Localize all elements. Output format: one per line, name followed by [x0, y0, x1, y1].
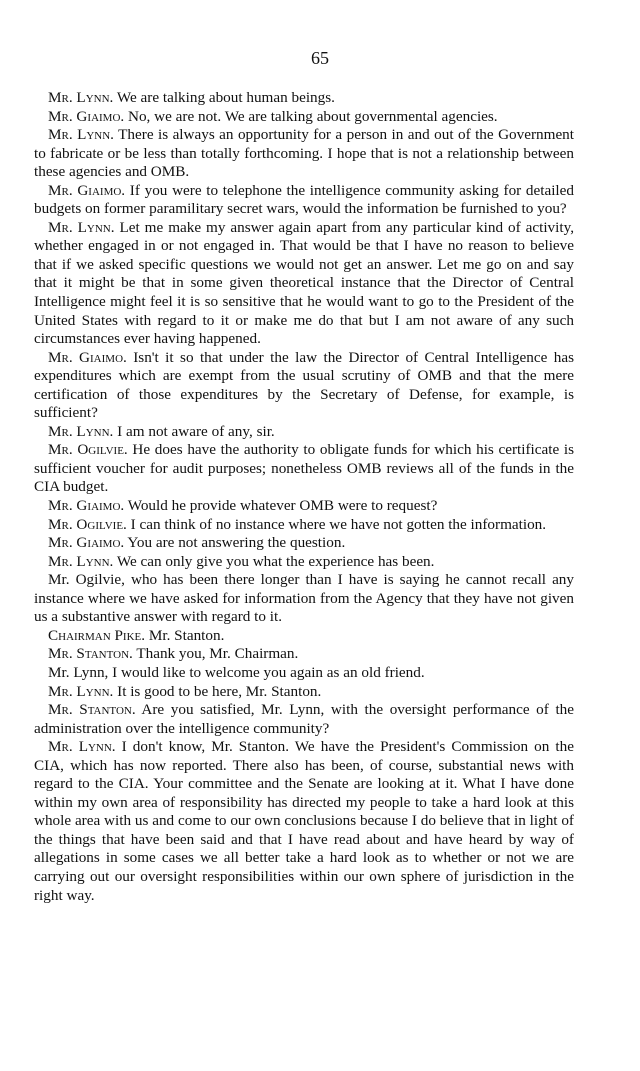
paragraph — [34, 571, 574, 627]
hearing-transcript — [34, 89, 574, 905]
paragraph-text: It is good to be here, Mr. Stanton. — [113, 682, 322, 700]
page-number: 65 — [311, 48, 329, 68]
paragraph-text: I am not aware of any, sir. — [113, 422, 275, 440]
speaker-name: Mr. Lynn. — [48, 422, 114, 440]
paragraph-text: No, we are not. We are talking about governmental agencies. — [124, 107, 498, 125]
paragraph — [34, 516, 574, 535]
paragraph-text: Mr. Ogilvie, who has been there longer than I have is saying he cannot recall any instance where we have asked for information from the Agency that they have not given us a substantive answer with regard to it. — [34, 571, 574, 626]
speaker-name: Mr. Stanton. — [48, 645, 133, 663]
speaker-name: Mr. Lynn. — [48, 738, 116, 756]
paragraph-text: Isn't it so that under the law the Director of Central Intelligence has expenditures which are exempt from the usual scrutiny of OMB and that the mere certification of those expenditures by the Secretary of Defense, for example, is sufficient? — [34, 348, 574, 422]
paragraph — [34, 627, 574, 646]
paragraph — [34, 441, 574, 497]
paragraph-text: You are not answering the question. — [124, 534, 346, 552]
paragraph — [34, 701, 574, 738]
speaker-name: Mr. Lynn. — [48, 89, 114, 106]
speaker-name: Mr. Giaimo. — [48, 181, 126, 199]
paragraph — [34, 219, 574, 349]
paragraph-text: Would he provide whatever OMB were to request? — [124, 497, 438, 515]
paragraph — [34, 645, 574, 664]
paragraph — [34, 89, 574, 108]
paragraph-text: He does have the authority to obligate funds for which his certificate is sufficient voucher for audit purposes; nonetheless OMB reviews all of the funds in the CIA budget. — [34, 441, 575, 496]
speaker-name: Mr. Lynn. — [48, 552, 114, 570]
speaker-name: Mr. Lynn. — [48, 218, 115, 236]
paragraph — [34, 126, 574, 182]
paragraph — [34, 423, 574, 442]
speaker-name: Mr. Giaimo. — [48, 497, 125, 515]
speaker-name: Mr. Stanton. — [48, 701, 136, 719]
paragraph-text: We can only give you what the experience has been. — [113, 552, 435, 570]
paragraph-text: There is always an opportunity for a person in and out of the Government to fabricate or be less than totally forthcoming. I hope that is not a relationship between these agencies and OMB. — [34, 126, 574, 181]
paragraph-text: Mr. Stanton. — [145, 626, 225, 644]
paragraph-text: If you were to telephone the intelligence community asking for detailed budgets on former paramilitary secret wars, would the information be furnished to you? — [34, 181, 574, 218]
paragraph — [34, 738, 574, 905]
paragraph-text: Let me make my answer again apart from any particular kind of activity, whether engaged in or not engaged in. That would be that I have no reason to believe that if we asked specific questions we would not get an answer. Let me go on and say that it might be that in some given theoretical instance that the Director of Central Intelligence might feel it is so sensitive that he would want to go to the President of the United States with regard to it or make me do that but I am not aware of any such circumstances ever having happened. — [34, 218, 574, 348]
paragraph — [34, 108, 574, 127]
paragraph — [34, 664, 574, 683]
speaker-name: Mr. Lynn. — [48, 126, 114, 144]
speaker-name: Mr. Giaimo. — [48, 534, 125, 552]
paragraph — [34, 683, 574, 702]
paragraph — [34, 182, 574, 219]
speaker-name: Mr. Giaimo. — [48, 348, 127, 366]
paragraph-text: I don't know, Mr. Stanton. We have the President's Commission on the CIA, which has now reported. There also has been, of course, substantial news with regard to the CIA. Your committee and the Senate are looking at it. What I have done within my own area of responsibility has directed my people to take a hard look at this whole area with us and come to our own conclusions because I do believe that in light of the things that have been said and that I have read about and have heard by way of allegations in some cases we all better take a hard look as to whether or not we are carrying out our oversight responsibilities within our own sphere of jurisdiction in the right way. — [34, 738, 574, 904]
paragraph — [34, 553, 574, 572]
paragraph-text: We are talking about human beings. — [113, 89, 335, 106]
paragraph-text: I can think of no instance where we have not gotten the information. — [126, 515, 547, 533]
speaker-name: Mr. Giaimo. — [48, 107, 125, 125]
paragraph-text: Are you satisfied, Mr. Lynn, with the oversight performance of the administration over the intelligence community? — [34, 701, 574, 737]
paragraph-text: Mr. Lynn, I would like to welcome you again as an old friend. — [48, 663, 425, 681]
paragraph — [34, 497, 574, 516]
speaker-name: Mr. Ogilvie. — [48, 515, 127, 533]
paragraph-text: Thank you, Mr. Chairman. — [132, 645, 299, 663]
paragraph — [34, 349, 574, 423]
speaker-name: Chairman Pike. — [48, 626, 146, 644]
speaker-name: Mr. Ogilvie. — [48, 441, 128, 459]
paragraph — [34, 534, 574, 553]
speaker-name: Mr. Lynn. — [48, 682, 114, 700]
